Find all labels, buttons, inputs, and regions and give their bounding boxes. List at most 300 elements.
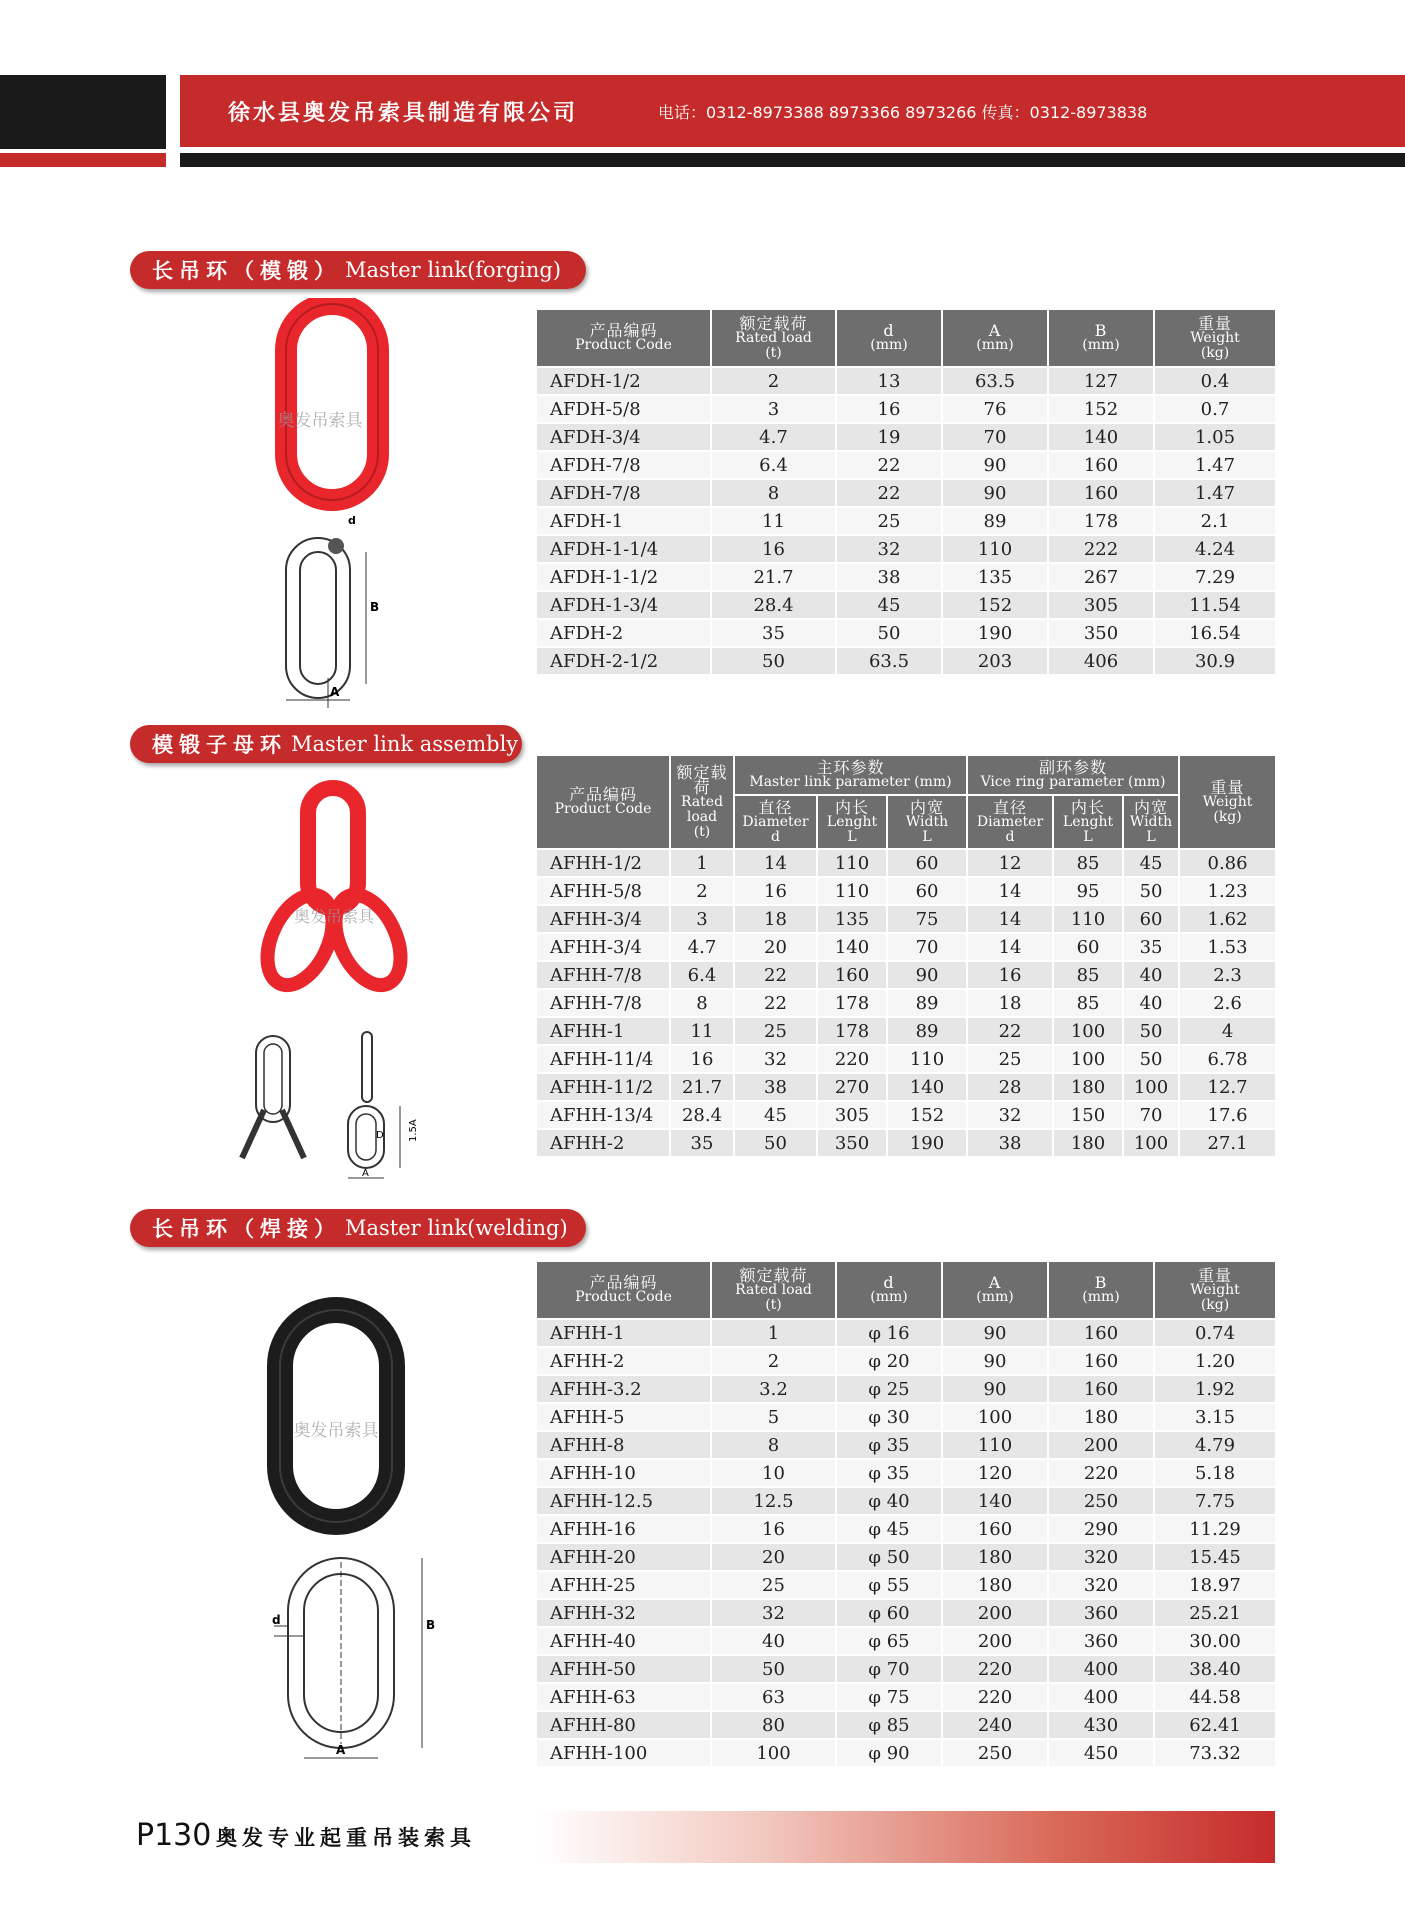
table-cell: 20 [734,933,817,961]
table-cell: 110 [817,877,887,905]
table-cell: 360 [1048,1627,1154,1655]
table-cell: 10 [711,1459,836,1487]
table-cell: 38 [734,1073,817,1101]
header-label-cn: 内长 [1071,797,1106,817]
table-cell: 8 [670,989,734,1017]
table-row [536,563,1276,591]
table-cell: 220 [817,1045,887,1073]
table-cell: 2 [711,1347,836,1375]
product-code-cell: AFHH-50 [536,1655,711,1683]
table-cell: 320 [1048,1571,1154,1599]
header-unit: (kg) [1200,344,1230,361]
table-body [536,849,1276,1157]
table-cell: 178 [1048,507,1154,535]
table-cell: 2 [711,367,836,395]
table-cell: 50 [734,1129,817,1157]
page-number: P130 [136,1818,212,1853]
b-header [1048,1261,1154,1319]
table-cell: 45 [734,1101,817,1129]
width-header [887,795,967,849]
table-row [536,961,1276,989]
table-cell: 50 [836,619,942,647]
header-symbol: L [1146,828,1156,845]
table-cell: 240 [942,1711,1048,1739]
header-label-cn: B [1094,321,1108,340]
table-cell: 60 [887,877,967,905]
table-row [536,1101,1276,1129]
header-label-cn: 副环参数 [1039,758,1108,777]
product-code-cell: AFHH-12.5 [536,1487,711,1515]
product-code-cell: AFHH-80 [536,1711,711,1739]
table-cell: 85 [1053,849,1123,877]
table-cell: φ 50 [836,1543,942,1571]
header-label-en: Width [905,813,949,830]
header-label-en: Width [1129,813,1173,830]
table-cell: 25 [734,1017,817,1045]
table-row [536,1403,1276,1431]
table-cell: 100 [942,1403,1048,1431]
table-cell: φ 16 [836,1319,942,1347]
table-cell: 14 [967,877,1053,905]
table-cell: 0.7 [1154,395,1276,423]
forged-link-diagram [286,514,379,708]
table-cell: φ 85 [836,1711,942,1739]
header-red-stripe [0,153,166,167]
header-label-cn: 产品编码 [589,1273,658,1292]
header-label-en: Product Code [575,337,672,353]
header-unit: (t) [693,823,711,840]
header-label-en: Product Code [575,1289,672,1305]
table-row [536,1347,1276,1375]
table-row [536,1375,1276,1403]
table-cell: 200 [942,1599,1048,1627]
table-cell: 17.6 [1179,1101,1276,1129]
table-row [536,1683,1276,1711]
table-cell: φ 70 [836,1655,942,1683]
product-code-cell: AFHH-40 [536,1627,711,1655]
table-cell: φ 40 [836,1487,942,1515]
weight-header [1154,1261,1276,1319]
header-label-cn: 额定载荷 [739,313,808,333]
table-cell: 16 [734,877,817,905]
table-cell: 1.47 [1154,479,1276,507]
table-row [536,423,1276,451]
a-header [942,309,1048,367]
table-row [536,1571,1276,1599]
table-row [536,647,1276,675]
forging-spec-table [535,308,1277,676]
weight-header [1179,755,1276,849]
table-cell: 110 [942,1431,1048,1459]
table-cell: 110 [817,849,887,877]
product-code-cell: AFHH-2 [536,1347,711,1375]
table-cell: 90 [887,961,967,989]
table-cell: 70 [887,933,967,961]
table-cell: 22 [734,989,817,1017]
header-symbol: L [1083,828,1093,845]
table-row [536,367,1276,395]
table-cell: 22 [836,479,942,507]
header-label-cn: 内宽 [910,797,945,817]
table-cell: φ 35 [836,1431,942,1459]
table-cell: 16 [836,395,942,423]
welding-spec-table [535,1260,1277,1768]
header-label-cn: 内长 [834,797,869,817]
product-code-cell: AFHH-2 [536,1129,670,1157]
table-cell: 70 [1123,1101,1179,1129]
table-cell: 110 [942,535,1048,563]
header-label-en: Lenght [826,813,878,830]
dim-a-label: A [330,685,340,699]
table-cell: 19 [836,423,942,451]
product-code-cell: AFHH-11/4 [536,1045,670,1073]
table-cell: 190 [887,1129,967,1157]
table-row [536,1319,1276,1347]
table-cell: 120 [942,1459,1048,1487]
header-label-cn: 主环参数 [816,758,885,777]
table-body [536,367,1276,675]
product-code-cell: AFDH-1 [536,507,711,535]
table-cell: 25 [836,507,942,535]
table-cell: 127 [1048,367,1154,395]
table-cell: 25.21 [1154,1599,1276,1627]
table-cell: 100 [1123,1073,1179,1101]
header-label-cn: B [1094,1273,1108,1292]
section-title-assembly [130,725,522,763]
rated-load-header [711,1261,836,1319]
table-cell: 290 [1048,1515,1154,1543]
length-header [817,795,887,849]
table-cell: 1 [711,1319,836,1347]
header-dark-block [0,75,166,149]
table-cell: 60 [1123,905,1179,933]
product-code-cell: AFHH-3.2 [536,1375,711,1403]
product-code-cell: AFDH-7/8 [536,479,711,507]
table-cell: 152 [942,591,1048,619]
table-cell: 7.75 [1154,1487,1276,1515]
table-cell: 20 [711,1543,836,1571]
table-cell: 73.32 [1154,1739,1276,1767]
table-cell: 70 [942,423,1048,451]
a-header [942,1261,1048,1319]
header-dark-stripe [180,153,1405,167]
product-code-cell: AFHH-32 [536,1599,711,1627]
table-cell: 25 [967,1045,1053,1073]
table-cell: 11 [711,507,836,535]
table-row [536,507,1276,535]
product-code-cell: AFDH-2 [536,619,711,647]
master-link-group-header [734,755,967,795]
header-unit: (kg) [1213,808,1242,825]
table-cell: 32 [734,1045,817,1073]
table-row [536,1515,1276,1543]
table-row [536,1711,1276,1739]
table-cell: 63 [711,1683,836,1711]
header-unit: (mm) [976,337,1014,353]
table-cell: 63.5 [942,367,1048,395]
product-code-cell: AFHH-20 [536,1543,711,1571]
table-cell: 35 [711,619,836,647]
table-cell: 85 [1053,989,1123,1017]
table-row [536,1599,1276,1627]
table-cell: 95 [1053,877,1123,905]
table-cell: 1.62 [1179,905,1276,933]
header-label-cn: 重量 [1197,1265,1232,1285]
table-cell: 3 [711,395,836,423]
table-cell: 40 [711,1627,836,1655]
table-cell: 270 [817,1073,887,1101]
dim-b-label: B [370,600,380,614]
diameter-header [967,795,1053,849]
rated-load-header [670,755,734,849]
table-cell: 190 [942,619,1048,647]
table-cell: 152 [887,1101,967,1129]
table-cell: 76 [942,395,1048,423]
table-cell: 100 [1123,1129,1179,1157]
table-cell: 7.29 [1154,563,1276,591]
section-title-en: Master link(forging) [345,258,562,282]
table-cell: 180 [1053,1129,1123,1157]
table-row [536,591,1276,619]
table-cell: 22 [967,1017,1053,1045]
product-code-cell: AFHH-7/8 [536,989,670,1017]
footer-slogan: 奥发专业起重吊装索具 [216,1826,476,1850]
table-cell: 180 [1048,1403,1154,1431]
table-cell: 14 [734,849,817,877]
dim-15a-label: 1.5A [408,1119,419,1142]
table-cell: 45 [836,591,942,619]
header-label-en: Product Code [554,801,652,817]
table-cell: 12.7 [1179,1073,1276,1101]
table-cell: 35 [1123,933,1179,961]
width-header [1123,795,1179,849]
header-label-en: Rated load [680,793,724,825]
table-cell: 13 [836,367,942,395]
table-cell: 11 [670,1017,734,1045]
table-row [536,933,1276,961]
table-cell: 1 [670,849,734,877]
section-title-welding [130,1209,586,1247]
table-cell: 406 [1048,647,1154,675]
diameter-header [734,795,817,849]
table-row [536,1431,1276,1459]
table-cell: φ 45 [836,1515,942,1543]
section-title-cn: 模锻子母环 [152,733,287,757]
table-cell: 5 [711,1403,836,1431]
table-cell: 50 [1123,1045,1179,1073]
header-label-cn: 重量 [1210,777,1245,797]
table-cell: 180 [942,1543,1048,1571]
header-unit: (t) [765,1296,782,1313]
table-cell: 0.74 [1154,1319,1276,1347]
table-cell: 8 [711,479,836,507]
header-label-cn: 产品编码 [589,321,658,340]
header-label-en: Weight [1190,329,1240,346]
table-row [536,1073,1276,1101]
table-cell: 18.97 [1154,1571,1276,1599]
table-cell: 350 [817,1129,887,1157]
table-cell: φ 25 [836,1375,942,1403]
table-cell: 12 [967,849,1053,877]
table-cell: 6.4 [670,961,734,989]
table-cell: φ 65 [836,1627,942,1655]
table-cell: 21.7 [670,1073,734,1101]
table-cell: 75 [887,905,967,933]
product-code-cell: AFHH-11/2 [536,1073,670,1101]
header-unit: (mm) [870,337,908,353]
table-cell: 28.4 [711,591,836,619]
table-row [536,989,1276,1017]
table-row [536,1045,1276,1073]
table-cell: 4.24 [1154,535,1276,563]
table-row [536,535,1276,563]
table-row [536,1459,1276,1487]
table-row [536,619,1276,647]
table-cell: 160 [1048,1375,1154,1403]
d-header [836,1261,942,1319]
header-label-cn: A [988,1273,1002,1292]
section-title-en: Master link assembly [291,732,519,756]
table-cell: 305 [817,1101,887,1129]
table-cell: 2.6 [1179,989,1276,1017]
table-cell: 21.7 [711,563,836,591]
header-label-cn: 产品编码 [568,785,637,804]
table-cell: 1.92 [1154,1375,1276,1403]
product-code-cell: AFDH-1/2 [536,367,711,395]
table-cell: 80 [711,1711,836,1739]
weight-header [1154,309,1276,367]
table-row [536,1627,1276,1655]
table-cell: 40 [1123,961,1179,989]
table-row [536,1129,1276,1157]
table-cell: 4.7 [670,933,734,961]
table-cell: 305 [1048,591,1154,619]
table-cell: 4.7 [711,423,836,451]
table-cell: 38 [836,563,942,591]
header-label-cn: d [883,321,895,340]
table-cell: 32 [836,535,942,563]
table-cell: 220 [942,1655,1048,1683]
header-label-cn: 直径 [993,797,1028,817]
table-cell: 1.05 [1154,423,1276,451]
table-cell: 430 [1048,1711,1154,1739]
dim-a-label: A [336,1743,346,1757]
d-header [836,309,942,367]
table-cell: 85 [1053,961,1123,989]
header-label-cn: A [988,321,1002,340]
table-cell: 50 [711,647,836,675]
table-cell: 30.00 [1154,1627,1276,1655]
product-code-cell: AFDH-3/4 [536,423,711,451]
table-cell: 220 [942,1683,1048,1711]
product-code-cell: AFDH-5/8 [536,395,711,423]
table-cell: 50 [711,1655,836,1683]
table-cell: 140 [887,1073,967,1101]
product-code-cell: AFHH-5/8 [536,877,670,905]
welded-link-illustration [260,1296,460,1766]
table-cell: 16 [711,535,836,563]
contact-info: 电话：0312-8973388 8973366 8973266 传真：0312-8973838 [658,103,1148,122]
table-cell: 200 [942,1627,1048,1655]
header-label-en: Weight [1202,793,1253,810]
table-cell: 90 [942,1347,1048,1375]
table-cell: 160 [1048,1319,1154,1347]
table-cell: 28.4 [670,1101,734,1129]
product-code-cell: AFHH-5 [536,1403,711,1431]
table-cell: 25 [711,1571,836,1599]
table-cell: 1.53 [1179,933,1276,961]
table-cell: 2.1 [1154,507,1276,535]
product-code-cell: AFHH-16 [536,1515,711,1543]
header-label-en: Rated load [735,1281,812,1298]
table-row [536,1487,1276,1515]
section-title-cn: 长吊环（模锻） [152,259,341,283]
table-cell: 360 [1048,1599,1154,1627]
table-cell: 4 [1179,1017,1276,1045]
table-row [536,451,1276,479]
table-cell: 152 [1048,395,1154,423]
table-cell: 90 [942,1375,1048,1403]
table-cell: 110 [1053,905,1123,933]
header-label-en: Diameter [742,813,809,830]
table-cell: 89 [887,989,967,1017]
table-cell: 62.41 [1154,1711,1276,1739]
product-code-cell: AFHH-3/4 [536,933,670,961]
table-cell: 22 [734,961,817,989]
table-cell: 35 [670,1129,734,1157]
header-unit: (mm) [1082,337,1120,353]
table-cell: 27.1 [1179,1129,1276,1157]
table-cell: 3.15 [1154,1403,1276,1431]
product-code-cell: AFHH-1 [536,1319,711,1347]
table-cell: 320 [1048,1543,1154,1571]
table-cell: φ 20 [836,1347,942,1375]
product-code-cell: AFHH-10 [536,1459,711,1487]
dim-b-label: B [426,1618,436,1632]
header-label-cn: 额定载荷 [739,1265,808,1285]
table-cell: 90 [942,1319,1048,1347]
assembly-illustration [230,780,450,1200]
header-unit: (mm) [976,1289,1014,1305]
table-cell: 400 [1048,1655,1154,1683]
product-code-cell: AFDH-2-1/2 [536,647,711,675]
watermark-text: 奥发吊索具 [277,411,363,431]
table-cell: 60 [887,849,967,877]
product-code-cell: AFHH-1/2 [536,849,670,877]
product-code-cell: AFDH-7/8 [536,451,711,479]
table-cell: 2 [670,877,734,905]
table-cell: 160 [1048,1347,1154,1375]
table-cell: 89 [887,1017,967,1045]
table-cell: 32 [967,1101,1053,1129]
table-cell: 63.5 [836,647,942,675]
header-label-en: Diameter [976,813,1044,830]
company-name: 徐水县奥发吊索具制造有限公司 [228,101,579,126]
table-cell: 44.58 [1154,1683,1276,1711]
dim-d-label: D [376,1130,384,1141]
table-cell: 16 [670,1045,734,1073]
table-row [536,479,1276,507]
header-label-en: Weight [1190,1281,1240,1298]
product-code-cell: AFDH-1-3/4 [536,591,711,619]
header-label-cn: 直径 [758,797,793,817]
table-cell: 89 [942,507,1048,535]
product-code-cell: AFHH-8 [536,1431,711,1459]
assembly-diagram [242,1032,419,1179]
table-cell: 250 [1048,1487,1154,1515]
table-cell: 90 [942,479,1048,507]
table-cell: φ 60 [836,1599,942,1627]
